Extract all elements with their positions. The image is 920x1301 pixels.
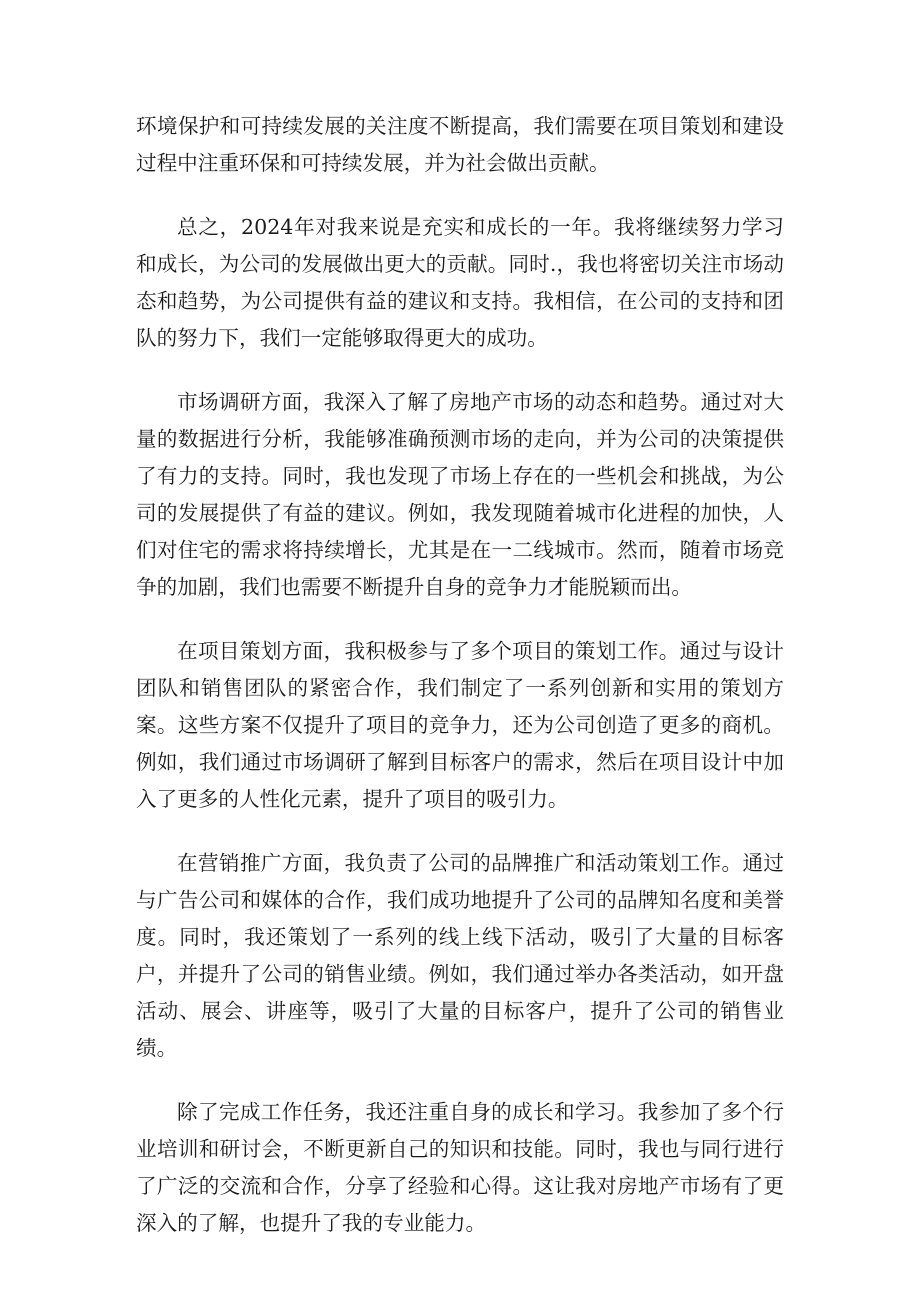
paragraph-marketing: 在营销推广方面，我负责了公司的品牌推广和活动策划工作。通过与广告公司和媒体的合作，我们成功地提升了公司的品牌知名度和美誉度。同时，我还策划了一系列的线上线下活动，吸引了大量的目标客户，并提升了公司的销售业绩。例如，我们通过举办各类活动，如开盘活动、展会、讲座等，吸引了大量的目标客户，提升了公司的销售业绩。 (136, 851, 784, 1060)
document-body (136, 108, 784, 1269)
paragraph-self-growth: 除了完成工作任务，我还注重自身的成长和学习。我参加了多个行业培训和研讨会，不断更新自己的知识和技能。同时，我也与同行进行了广泛的交流和合作，分享了经验和心得。这让我对房地产市场有了更深入的了解，也提升了我的专业能力。 (136, 1100, 784, 1235)
paragraph-summary: 总之，2024年对我来说是充实和成长的一年。我将继续努力学习和成长，为公司的发展做出更大的贡献。同时.，我也将密切关注市场动态和趋势，为公司提供有益的建议和支持。我相信，在公司的支持和团队的努力下，我们一定能够取得更大的成功。 (136, 215, 784, 350)
paragraph-project-planning: 在项目策划方面，我积极参与了多个项目的策划工作。通过与设计团队和销售团队的紧密合作，我们制定了一系列创新和实用的策划方案。这些方案不仅提升了项目的竞争力，还为公司创造了更多的商机。例如，我们通过市场调研了解到目标客户的需求，然后在项目设计中加入了更多的人性化元素，提升了项目的吸引力。 (136, 639, 784, 811)
paragraph-environment: 环境保护和可持续发展的关注度不断提高，我们需要在项目策划和建设过程中注重环保和可持续发展，并为社会做出贡献。 (136, 114, 784, 175)
paragraph-market-research: 市场调研方面，我深入了解了房地产市场的动态和趋势。通过对大量的数据进行分析，我能够准确预测市场的走向，并为公司的决策提供了有力的支持。同时，我也发现了市场上存在的一些机会和挑战，为公司的发展提供了有益的建议。例如，我发现随着城市化进程的加快，人们对住宅的需求将持续增长，尤其是在一二线城市。然而，随着市场竞争的加剧，我们也需要不断提升自身的竞争力才能脱颖而出。 (136, 390, 784, 599)
